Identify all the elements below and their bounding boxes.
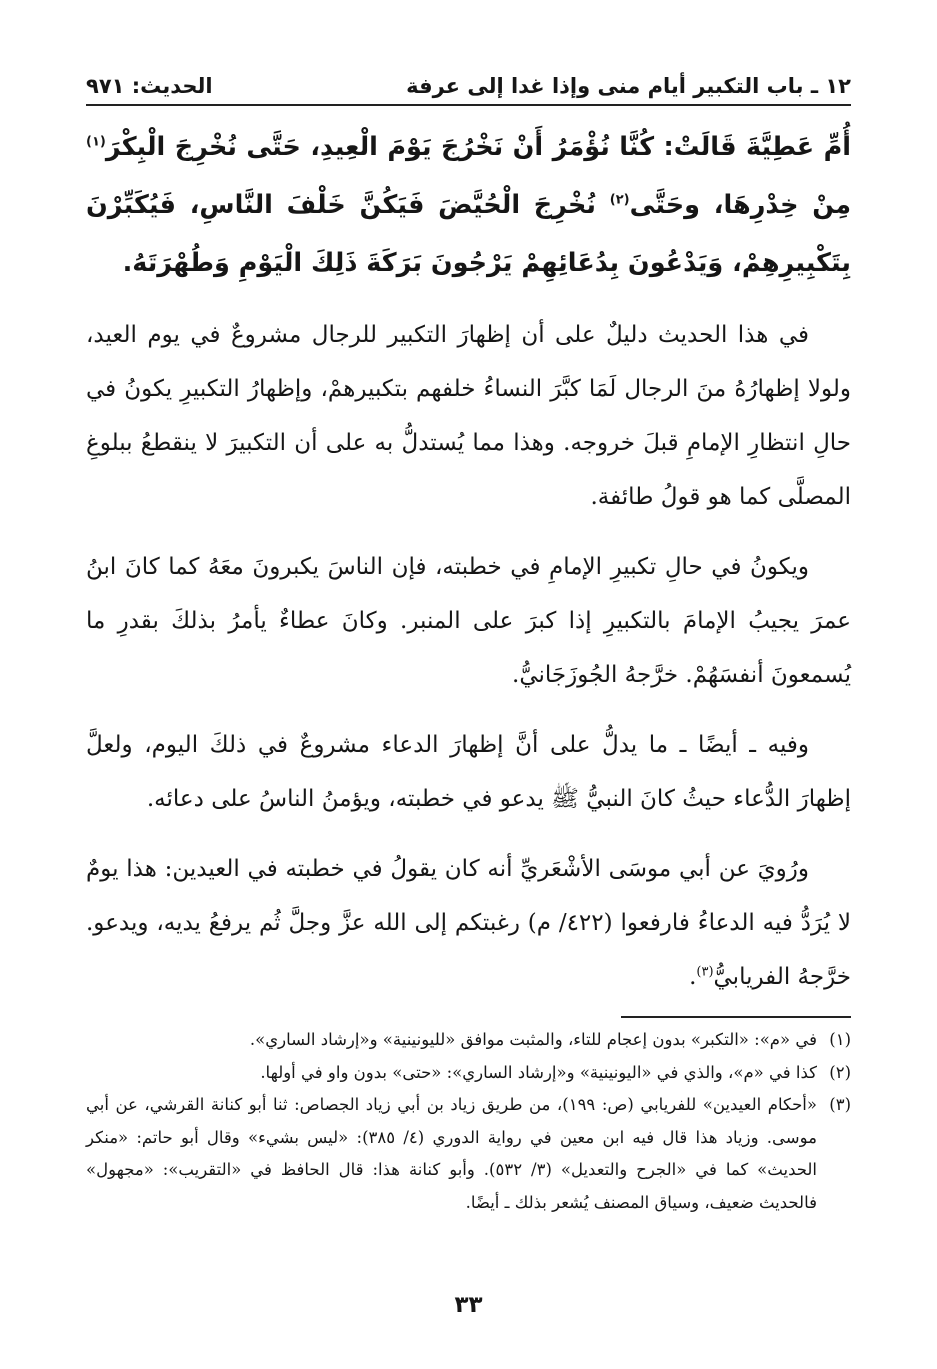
footnote-ref-3: (٣)	[696, 964, 714, 980]
footnotes	[86, 1024, 851, 1219]
hadith-number: الحديث: ٩٧١	[86, 74, 213, 98]
footnote-ref-1: (١)	[86, 134, 106, 150]
hadith-text: أُمِّ عَطِيَّةَ قَالَتْ: كُنَّا نُؤْمَرُ أَنْ نَخْرُجَ يَوْمَ الْعِيدِ، حَتَّى نُخْرِجَ الْبِكْرَ$^{(١)}$ مِنْ خِدْرِهَا، وحَتَّى$^{(٢)}$ نُخْرِجَ الْحُيَّضَ فَيَكُنَّ خَلْفَ النَّاسِ، فَيُكَبِّرْنَ بِتَكْبِيرِهِمْ، وَيَدْعُونَ بِدُعَائِهِمْ يَرْجُونَ بَرَكَةَ ذَلِكَ الْيَوْمِ وَطُهْرَتَهُ.	[86, 132, 851, 278]
page-number: ٣٣	[454, 1292, 483, 1318]
commentary-paragraph-3: وفيه ـ أيضًا ـ ما يدلُّ على أنَّ إظهارَ الدعاء مشروعٌ في ذلكَ اليوم، ولعلَّ إظهارَ الدُّعاء حيثُ كانَ النبيُّ ﷺ يدعو في خطبته، ويؤمنُ الناسُ على دعائه.	[86, 732, 851, 812]
footnote-2: (٢) كذا في «م»، والذي في «اليونينية» و«إرشاد الساري»: «حتى» بدون واو في أولها.	[260, 1062, 851, 1082]
footnote-3: (٣) «أحكام العيدين» للفريابي (ص: ١٩٩)، من طريق زياد بن أبي زياد الجصاص: ثنا أبو كنانة القرشي، عن أبي موسى. وزياد هذا قال فيه ابن معين في رواية الدوري (٤/ ٣٨٥): «ليس بشيء» وقال أبو حاتم: «منكر الحديث» كما في «الجرح والتعديل» (٣/ ٥٣٢). وأبو كنانة هذا: قال الحافظ في «التقريب»: «مجهول» فالحديث ضعيف، وسياق المصنف يُشعر بذلك ـ أيضًا.	[86, 1095, 851, 1212]
footnote-separator	[621, 1016, 851, 1018]
commentary-paragraph-1: في هذا الحديث دليلٌ على أن إظهارَ التكبير للرجال مشروعٌ في يوم العيد، ولولا إظهارُهُ منَ الرجال لَمَا كبَّرَ النساءُ خلفهم بتكبيرهمْ، وإظهارُ التكبيرِ يكونُ في حالِ انتظارِ الإمامِ قبلَ خروجه. وهذا مما يُستدلُّ به على أن التكبيرَ لا ينقطعُ ببلوغِ المصلَّى كما هو قولُ طائفة.	[86, 322, 851, 510]
footnote-1: (١) في «م»: «التكبر» بدون إعجام للتاء، والمثبت موافق «لليونينية» و«إرشاد الساري».	[249, 1030, 851, 1049]
main-text	[86, 118, 851, 1004]
chapter-title: ١٢ ـ باب التكبير أيام منى وإذا غدا إلى عرفة	[406, 74, 851, 98]
footnote-ref-2: (٢)	[609, 192, 630, 208]
running-header	[86, 66, 851, 106]
salutation-glyph: ﷺ	[551, 786, 579, 812]
commentary-paragraph-2: ويكونُ في حالِ تكبيرِ الإمامِ في خطبته، فإن الناسَ يكبرونَ معَهُ كما كانَ ابنُ عمرَ يجيبُ الإمامَ بالتكبيرِ إذا كبرَ على المنبر. وكانَ عطاءٌ يأمرُ بذلكَ بقدرِ ما يُسمعونَ أنفسَهُمْ. خرَّجهُ الجُوزَجَانيُّ.	[86, 554, 851, 688]
commentary-paragraph-4: ورُويَ عن أبي موسَى الأشْعَريِّ أنه كان يقولُ في خطبته في العيدين: هذا يومٌ لا يُرَدُّ فيه الدعاءُ فارفعوا (٤٢٢/ م) رغبتكم إلى الله عزَّ وجلَّ ثُم يرفعُ يديه، ويدعو. خرَّجهُ الفريابيُّ$^{(٣)}$.	[86, 856, 851, 990]
